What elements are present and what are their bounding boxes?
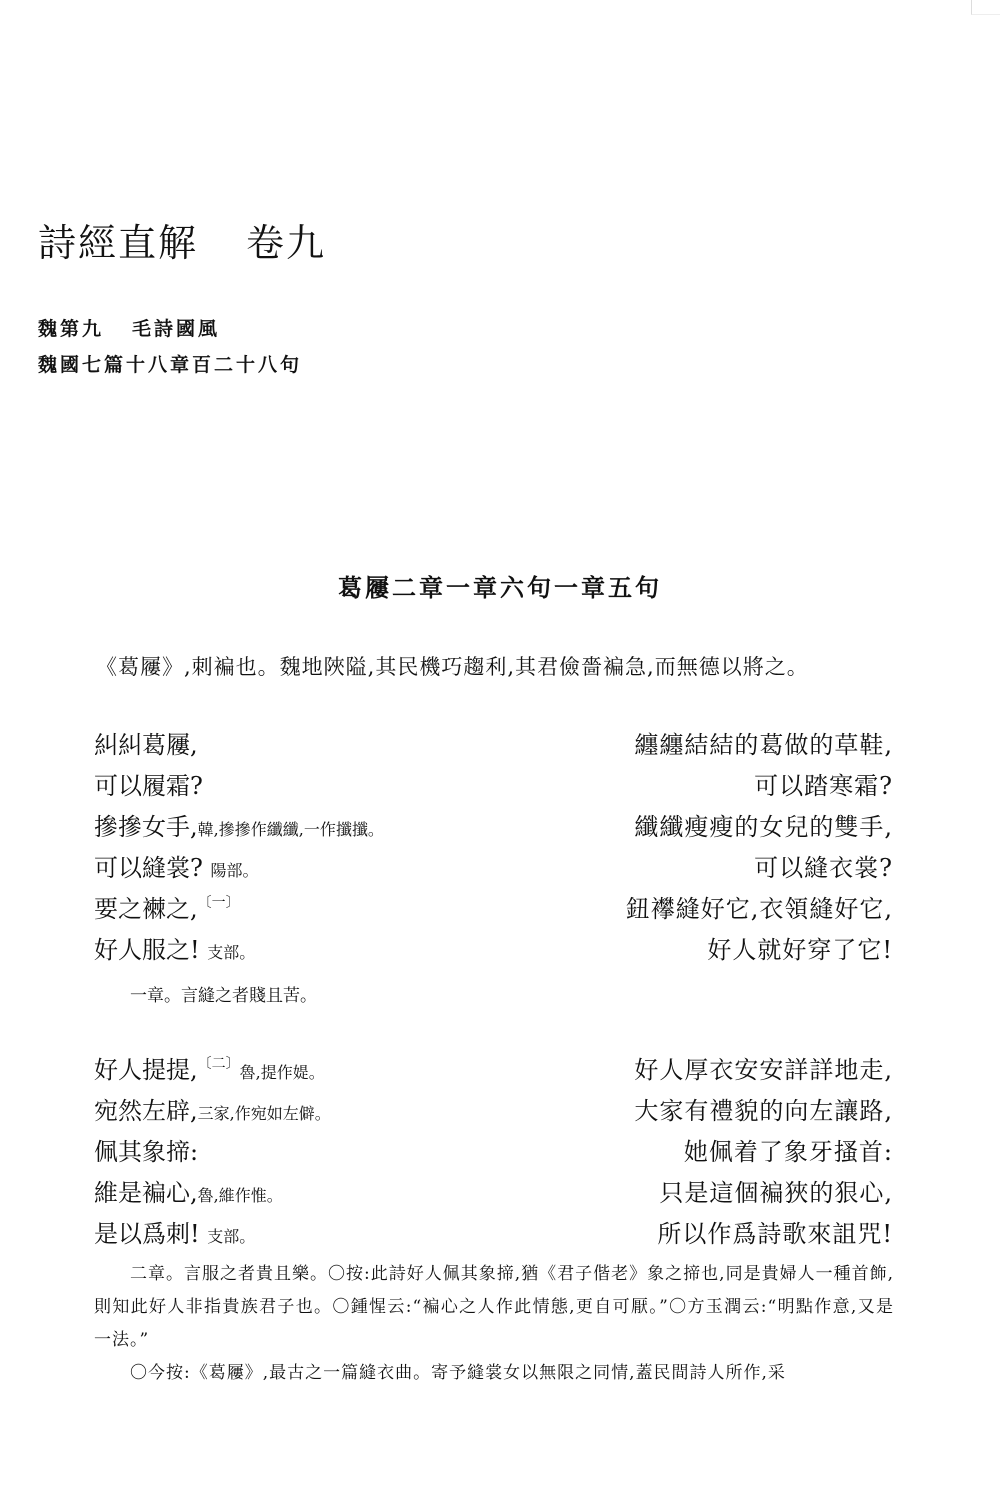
footnote-marker: 〔一〕 [197, 895, 240, 911]
original-line: 可以縫裳? 陽部。 [94, 854, 259, 882]
verse-line [0, 930, 1000, 971]
verse-line [0, 1173, 1000, 1214]
verse-line [0, 1214, 1000, 1255]
verse-line [0, 1091, 1000, 1132]
commentary-paragraph: 〇今按:《葛屨》,最古之一篇縫衣曲。寄予縫裳女以無限之同情,蓋民間詩人所作,采 [130, 1363, 786, 1383]
rhyme-note: 支部。 [207, 943, 256, 962]
section-count: 魏國七篇十八章百二十八句 [38, 354, 303, 376]
stanza-1 [0, 725, 1000, 971]
verse-line [0, 848, 1000, 889]
original-line: 維是褊心,魯,維作惟。 [94, 1179, 283, 1207]
original-line: 要之襋之,$^{〔一〕}$ [94, 895, 240, 923]
variant-note: 魯,提作媞。 [239, 1063, 325, 1082]
verse-line [0, 807, 1000, 848]
variant-note: 三家,作宛如左僻。 [197, 1104, 331, 1123]
stanza-summary: 一章。言縫之者賤且苦。 [130, 986, 317, 1006]
variant-note: 魯,維作惟。 [197, 1186, 283, 1205]
section-category: 毛詩國風 [132, 318, 221, 340]
verse-line [0, 725, 1000, 766]
original-line: 佩其象揥: [94, 1138, 199, 1166]
translation-line: 可以踏寒霜? [754, 772, 893, 800]
volume-number: 卷九 [246, 221, 327, 265]
commentary-paragraph: 二章。言服之者貴且樂。〇按:此詩好人佩其象揥,猶《君子偕老》象之揥也,同是貴婦人一種首飾,則知此好人非指貴族君子也。〇鍾惺云:“褊心之人作此情態,更自可厭。”〇方玉潤云:“明點作意,又是一法。” [94, 1264, 894, 1350]
volume-title [38, 212, 326, 267]
translation-line: 可以縫衣裳? [754, 854, 893, 882]
original-line: 好人提提,$^{〔二〕}$魯,提作媞。 [94, 1056, 325, 1084]
verse-line [0, 1050, 1000, 1091]
section-heading [38, 314, 220, 341]
original-line: 糾糾葛屨, [94, 731, 198, 759]
poem-preface: 《葛屨》,刺褊也。魏地陜隘,其民機巧趨利,其君儉嗇褊急,而無德以將之。 [96, 655, 809, 679]
stanza-2 [0, 1050, 1000, 1255]
page-corner-mark [971, 0, 1000, 15]
original-line: 好人服之! 支部。 [94, 936, 256, 964]
translation-line: 纖纖瘦瘦的女兒的雙手, [634, 813, 893, 841]
rhyme-note: 支部。 [207, 1227, 256, 1246]
translation-line: 鈕襻縫好它,衣領縫好它, [625, 895, 893, 923]
footnote-marker: 〔二〕 [197, 1056, 240, 1072]
original-line: 是以爲刺! 支部。 [94, 1220, 256, 1248]
translation-line: 好人厚衣安安詳詳地走, [634, 1056, 893, 1084]
variant-note: 韓,摻摻作纖纖,一作攕攕。 [197, 820, 384, 839]
poem-title: 葛屨二章一章六句一章五句 [338, 574, 662, 602]
original-line: 摻摻女手,韓,摻摻作纖纖,一作攕攕。 [94, 813, 384, 841]
translation-line: 只是這個褊狹的狠心, [659, 1179, 893, 1207]
translation-line: 她佩着了象牙搔首: [683, 1138, 893, 1166]
translation-line: 大家有禮貌的向左讓路, [634, 1097, 893, 1125]
original-line: 可以履霜? [94, 772, 203, 800]
original-line: 宛然左辟,三家,作宛如左僻。 [94, 1097, 331, 1125]
book-title: 詩經直解 [38, 221, 199, 265]
rhyme-note: 陽部。 [210, 861, 259, 880]
verse-line [0, 889, 1000, 930]
section-name: 魏第九 [38, 318, 105, 340]
translation-line: 好人就好穿了它! [707, 936, 893, 964]
translation-line: 纏纏結結的葛做的草鞋, [634, 731, 893, 759]
verse-line [0, 766, 1000, 807]
verse-line [0, 1132, 1000, 1173]
translation-line: 所以作爲詩歌來詛咒! [657, 1220, 893, 1248]
